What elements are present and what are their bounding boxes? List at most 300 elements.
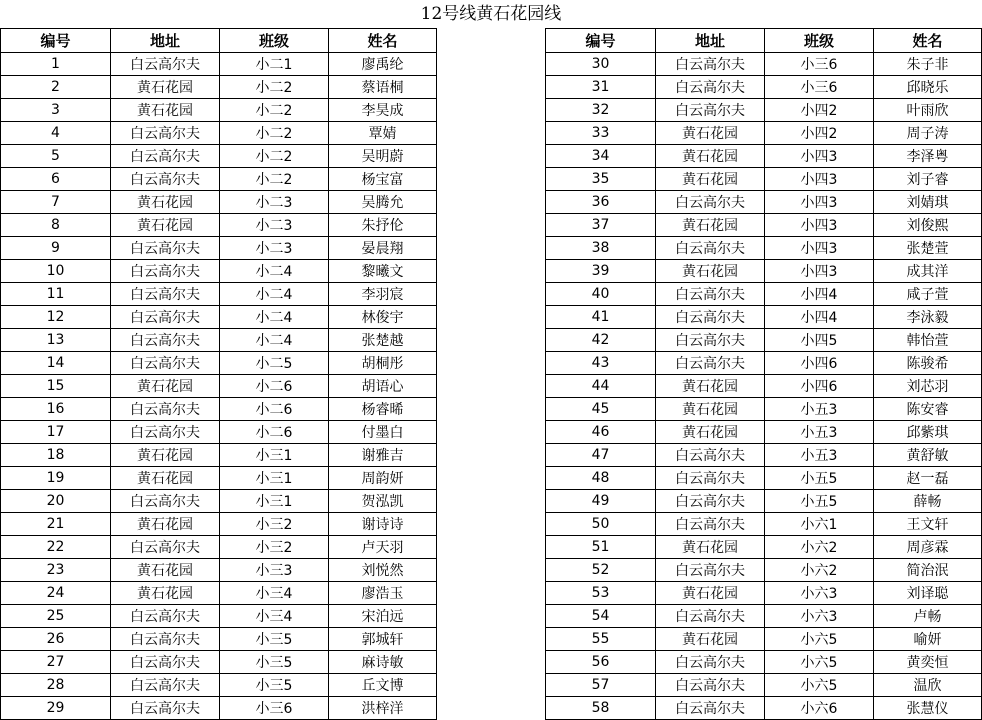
cell-name[interactable]: 黎曦文 — [329, 260, 437, 283]
table-row — [1, 651, 437, 674]
cell-address[interactable]: 黄石花园 — [111, 375, 220, 398]
table-row — [1, 329, 437, 352]
cell-name[interactable]: 喻妍 — [874, 628, 982, 651]
cell-class[interactable]: 小四3 — [765, 214, 874, 237]
cell-id[interactable]: 31 — [546, 76, 656, 99]
cell-class[interactable]: 小三6 — [765, 76, 874, 99]
table-row — [546, 214, 982, 237]
cell-class[interactable]: 小二6 — [220, 398, 329, 421]
cell-class[interactable]: 小六2 — [765, 559, 874, 582]
cell-id[interactable]: 17 — [1, 421, 111, 444]
cell-id[interactable]: 42 — [546, 329, 656, 352]
cell-name[interactable]: 廖浩玉 — [329, 582, 437, 605]
cell-address[interactable]: 白云高尔夫 — [111, 283, 220, 306]
cell-address[interactable]: 黄石花园 — [656, 145, 765, 168]
cell-address[interactable]: 黄石花园 — [656, 168, 765, 191]
cell-class[interactable]: 小三4 — [220, 582, 329, 605]
cell-class[interactable]: 小四4 — [765, 283, 874, 306]
cell-name[interactable]: 麻诗敏 — [329, 651, 437, 674]
cell-class[interactable]: 小六1 — [765, 513, 874, 536]
cell-name[interactable]: 刘俊熙 — [874, 214, 982, 237]
table-row — [1, 214, 437, 237]
cell-id[interactable]: 45 — [546, 398, 656, 421]
table-row — [1, 122, 437, 145]
cell-id[interactable]: 46 — [546, 421, 656, 444]
cell-id[interactable]: 54 — [546, 605, 656, 628]
table-row — [546, 122, 982, 145]
cell-id[interactable]: 39 — [546, 260, 656, 283]
sheet-title: 12号线黄石花园线 — [420, 4, 562, 24]
cell-id[interactable]: 34 — [546, 145, 656, 168]
cell-id[interactable]: 8 — [1, 214, 111, 237]
cell-name[interactable]: 吴腾允 — [329, 191, 437, 214]
table-row — [1, 306, 437, 329]
cell-class[interactable]: 小六3 — [765, 605, 874, 628]
cell-id[interactable]: 41 — [546, 306, 656, 329]
cell-address[interactable]: 白云高尔夫 — [111, 237, 220, 260]
student-table-left — [0, 28, 437, 720]
table-row — [1, 536, 437, 559]
cell-address[interactable]: 黄石花园 — [111, 76, 220, 99]
cell-address[interactable]: 黄石花园 — [656, 536, 765, 559]
cell-address[interactable]: 黄石花园 — [111, 444, 220, 467]
table-row — [546, 697, 982, 720]
cell-id[interactable]: 30 — [546, 53, 656, 76]
table-row — [1, 674, 437, 697]
cell-class[interactable]: 小二3 — [220, 214, 329, 237]
cell-class[interactable]: 小四2 — [765, 122, 874, 145]
cell-class[interactable]: 小四4 — [765, 306, 874, 329]
cell-address[interactable]: 白云高尔夫 — [111, 421, 220, 444]
cell-id[interactable]: 47 — [546, 444, 656, 467]
cell-address[interactable]: 白云高尔夫 — [111, 329, 220, 352]
table-row — [546, 490, 982, 513]
cell-name[interactable]: 贺泓凯 — [329, 490, 437, 513]
cell-id[interactable]: 51 — [546, 536, 656, 559]
cell-id[interactable]: 16 — [1, 398, 111, 421]
cell-name[interactable]: 卢天羽 — [329, 536, 437, 559]
cell-address[interactable]: 白云高尔夫 — [656, 76, 765, 99]
table-row — [546, 191, 982, 214]
cell-id[interactable]: 10 — [1, 260, 111, 283]
cell-class[interactable]: 小二6 — [220, 375, 329, 398]
table-row — [546, 651, 982, 674]
cell-address[interactable]: 白云高尔夫 — [656, 559, 765, 582]
cell-id[interactable]: 13 — [1, 329, 111, 352]
table-row — [1, 191, 437, 214]
cell-address[interactable]: 黄石花园 — [111, 582, 220, 605]
cell-id[interactable]: 4 — [1, 122, 111, 145]
cell-address[interactable]: 白云高尔夫 — [656, 651, 765, 674]
header-address[interactable]: 地址 — [656, 29, 765, 53]
table-row — [546, 53, 982, 76]
cell-class[interactable]: 小三6 — [220, 697, 329, 720]
cell-address[interactable]: 白云高尔夫 — [111, 306, 220, 329]
table-row — [546, 168, 982, 191]
cell-name[interactable]: 付墨白 — [329, 421, 437, 444]
cell-class[interactable]: 小三4 — [220, 605, 329, 628]
cell-address[interactable]: 白云高尔夫 — [111, 628, 220, 651]
table-row — [546, 421, 982, 444]
cell-class[interactable]: 小四3 — [765, 145, 874, 168]
cell-class[interactable]: 小四5 — [765, 329, 874, 352]
header-name[interactable]: 姓名 — [329, 29, 437, 53]
header-name[interactable]: 姓名 — [874, 29, 982, 53]
table-row — [1, 559, 437, 582]
cell-address[interactable]: 白云高尔夫 — [656, 513, 765, 536]
cell-address[interactable]: 黄石花园 — [111, 559, 220, 582]
cell-name[interactable]: 刘译聪 — [874, 582, 982, 605]
table-row — [546, 398, 982, 421]
cell-address[interactable]: 白云高尔夫 — [111, 53, 220, 76]
table-row — [1, 697, 437, 720]
cell-class[interactable]: 小二2 — [220, 99, 329, 122]
cell-name[interactable]: 周彦霖 — [874, 536, 982, 559]
cell-id[interactable]: 56 — [546, 651, 656, 674]
table-row — [546, 536, 982, 559]
cell-name[interactable]: 刘悦然 — [329, 559, 437, 582]
table-row — [1, 628, 437, 651]
table-row — [1, 398, 437, 421]
cell-name[interactable]: 林俊宇 — [329, 306, 437, 329]
cell-class[interactable]: 小五3 — [765, 444, 874, 467]
cell-id[interactable]: 18 — [1, 444, 111, 467]
cell-name[interactable]: 张楚萱 — [874, 237, 982, 260]
cell-id[interactable]: 37 — [546, 214, 656, 237]
cell-class[interactable]: 小三2 — [220, 513, 329, 536]
cell-address[interactable]: 黄石花园 — [656, 628, 765, 651]
cell-address[interactable]: 白云高尔夫 — [656, 490, 765, 513]
cell-class[interactable]: 小三5 — [220, 674, 329, 697]
cell-id[interactable]: 5 — [1, 145, 111, 168]
cell-name[interactable]: 谢诗诗 — [329, 513, 437, 536]
cell-id[interactable]: 50 — [546, 513, 656, 536]
table-row — [546, 628, 982, 651]
cell-class[interactable]: 小二1 — [220, 53, 329, 76]
cell-id[interactable]: 12 — [1, 306, 111, 329]
cell-name[interactable]: 宋泊远 — [329, 605, 437, 628]
cell-name[interactable]: 丘文博 — [329, 674, 437, 697]
cell-name[interactable]: 叶雨欣 — [874, 99, 982, 122]
cell-class[interactable]: 小二2 — [220, 145, 329, 168]
cell-address[interactable]: 黄石花园 — [111, 214, 220, 237]
table-row — [1, 260, 437, 283]
cell-class[interactable]: 小二5 — [220, 352, 329, 375]
table-row — [1, 145, 437, 168]
cell-class[interactable]: 小三1 — [220, 444, 329, 467]
cell-address[interactable]: 黄石花园 — [656, 421, 765, 444]
cell-class[interactable]: 小二4 — [220, 306, 329, 329]
cell-address[interactable]: 白云高尔夫 — [111, 122, 220, 145]
cell-class[interactable]: 小二4 — [220, 283, 329, 306]
table-row — [1, 421, 437, 444]
cell-address[interactable]: 白云高尔夫 — [656, 237, 765, 260]
cell-id[interactable]: 15 — [1, 375, 111, 398]
table-row — [1, 582, 437, 605]
cell-id[interactable]: 53 — [546, 582, 656, 605]
table-row — [546, 329, 982, 352]
cell-name[interactable]: 周子涛 — [874, 122, 982, 145]
cell-address[interactable]: 白云高尔夫 — [656, 306, 765, 329]
table-row — [546, 352, 982, 375]
cell-name[interactable]: 李羽宸 — [329, 283, 437, 306]
table-row — [1, 237, 437, 260]
cell-name[interactable]: 刘子睿 — [874, 168, 982, 191]
cell-name[interactable]: 覃婧 — [329, 122, 437, 145]
cell-name[interactable]: 黄舒敏 — [874, 444, 982, 467]
cell-name[interactable]: 卢畅 — [874, 605, 982, 628]
table-row — [1, 513, 437, 536]
cell-name[interactable]: 蔡语桐 — [329, 76, 437, 99]
cell-name[interactable]: 李昊成 — [329, 99, 437, 122]
cell-class[interactable]: 小二3 — [220, 191, 329, 214]
table-row — [546, 99, 982, 122]
header-class[interactable]: 班级 — [765, 29, 874, 53]
cell-address[interactable]: 白云高尔夫 — [656, 467, 765, 490]
header-id[interactable]: 编号 — [546, 29, 656, 53]
cell-id[interactable]: 26 — [1, 628, 111, 651]
cell-name[interactable]: 晏晨翔 — [329, 237, 437, 260]
cell-address[interactable]: 白云高尔夫 — [656, 53, 765, 76]
cell-address[interactable]: 黄石花园 — [111, 99, 220, 122]
cell-name[interactable]: 黄奕恒 — [874, 651, 982, 674]
cell-class[interactable]: 小六6 — [765, 697, 874, 720]
cell-name[interactable]: 邱晓乐 — [874, 76, 982, 99]
cell-address[interactable]: 白云高尔夫 — [656, 674, 765, 697]
cell-address[interactable]: 黄石花园 — [111, 513, 220, 536]
cell-address[interactable]: 黄石花园 — [656, 260, 765, 283]
cell-class[interactable]: 小五5 — [765, 490, 874, 513]
cell-address[interactable]: 白云高尔夫 — [111, 605, 220, 628]
cell-id[interactable]: 23 — [1, 559, 111, 582]
cell-id[interactable]: 1 — [1, 53, 111, 76]
cell-name[interactable]: 胡桐彤 — [329, 352, 437, 375]
header-address[interactable]: 地址 — [111, 29, 220, 53]
cell-id[interactable]: 27 — [1, 651, 111, 674]
table-row — [1, 467, 437, 490]
cell-name[interactable]: 杨睿晞 — [329, 398, 437, 421]
cell-class[interactable]: 小二4 — [220, 260, 329, 283]
cell-id[interactable]: 24 — [1, 582, 111, 605]
table-row — [546, 375, 982, 398]
cell-address[interactable]: 白云高尔夫 — [656, 191, 765, 214]
table-row — [546, 559, 982, 582]
cell-name[interactable]: 谢雅吉 — [329, 444, 437, 467]
cell-id[interactable]: 58 — [546, 697, 656, 720]
cell-address[interactable]: 白云高尔夫 — [111, 168, 220, 191]
cell-id[interactable]: 55 — [546, 628, 656, 651]
header-class[interactable]: 班级 — [220, 29, 329, 53]
cell-name[interactable]: 薛畅 — [874, 490, 982, 513]
cell-class[interactable]: 小六5 — [765, 628, 874, 651]
cell-address[interactable]: 黄石花园 — [656, 122, 765, 145]
cell-name[interactable]: 朱抒伦 — [329, 214, 437, 237]
header-row — [546, 29, 982, 53]
cell-class[interactable]: 小二6 — [220, 421, 329, 444]
table-row — [1, 168, 437, 191]
cell-address[interactable]: 白云高尔夫 — [656, 444, 765, 467]
cell-id[interactable]: 36 — [546, 191, 656, 214]
student-table-right — [545, 28, 982, 720]
cell-class[interactable]: 小四3 — [765, 191, 874, 214]
table-row — [1, 490, 437, 513]
cell-id[interactable]: 6 — [1, 168, 111, 191]
table-row — [546, 237, 982, 260]
cell-id[interactable]: 7 — [1, 191, 111, 214]
cell-address[interactable]: 白云高尔夫 — [111, 697, 220, 720]
cell-address[interactable]: 黄石花园 — [111, 467, 220, 490]
cell-name[interactable]: 廖禹纶 — [329, 53, 437, 76]
cell-name[interactable]: 胡语心 — [329, 375, 437, 398]
table-row — [546, 605, 982, 628]
cell-id[interactable]: 40 — [546, 283, 656, 306]
cell-id[interactable]: 14 — [1, 352, 111, 375]
cell-class[interactable]: 小四3 — [765, 237, 874, 260]
cell-name[interactable]: 朱子非 — [874, 53, 982, 76]
cell-name[interactable]: 成其洋 — [874, 260, 982, 283]
cell-address[interactable]: 白云高尔夫 — [656, 283, 765, 306]
cell-id[interactable]: 22 — [1, 536, 111, 559]
table-row — [1, 444, 437, 467]
cell-class[interactable]: 小三2 — [220, 536, 329, 559]
cell-class[interactable]: 小二4 — [220, 329, 329, 352]
cell-id[interactable]: 35 — [546, 168, 656, 191]
cell-name[interactable]: 王文轩 — [874, 513, 982, 536]
table-row — [1, 99, 437, 122]
cell-id[interactable]: 2 — [1, 76, 111, 99]
table-row — [546, 513, 982, 536]
cell-name[interactable]: 吴明蔚 — [329, 145, 437, 168]
cell-id[interactable]: 32 — [546, 99, 656, 122]
cell-address[interactable]: 白云高尔夫 — [656, 329, 765, 352]
cell-class[interactable]: 小四6 — [765, 352, 874, 375]
cell-name[interactable]: 温欣 — [874, 674, 982, 697]
table-row — [546, 283, 982, 306]
cell-class[interactable]: 小三5 — [220, 628, 329, 651]
table-row — [546, 306, 982, 329]
cell-id[interactable]: 49 — [546, 490, 656, 513]
cell-class[interactable]: 小三5 — [220, 651, 329, 674]
table-row — [1, 76, 437, 99]
table-row — [546, 467, 982, 490]
table-row — [546, 674, 982, 697]
cell-class[interactable]: 小六2 — [765, 536, 874, 559]
cell-class[interactable]: 小四6 — [765, 375, 874, 398]
cell-class[interactable]: 小三1 — [220, 467, 329, 490]
cell-address[interactable]: 白云高尔夫 — [656, 697, 765, 720]
cell-name[interactable]: 洪梓洋 — [329, 697, 437, 720]
cell-id[interactable]: 21 — [1, 513, 111, 536]
cell-class[interactable]: 小五3 — [765, 421, 874, 444]
cell-id[interactable]: 33 — [546, 122, 656, 145]
cell-name[interactable]: 李泽粤 — [874, 145, 982, 168]
cell-class[interactable]: 小二2 — [220, 76, 329, 99]
table-row — [1, 53, 437, 76]
cell-address[interactable]: 白云高尔夫 — [111, 490, 220, 513]
cell-class[interactable]: 小五5 — [765, 467, 874, 490]
table-row — [546, 76, 982, 99]
cell-name[interactable]: 邱紫琪 — [874, 421, 982, 444]
table-row — [1, 375, 437, 398]
cell-class[interactable]: 小四2 — [765, 99, 874, 122]
cell-class[interactable]: 小六5 — [765, 674, 874, 697]
cell-name[interactable]: 张慧仪 — [874, 697, 982, 720]
cell-name[interactable]: 李泳毅 — [874, 306, 982, 329]
cell-class[interactable]: 小三1 — [220, 490, 329, 513]
cell-class[interactable]: 小四3 — [765, 168, 874, 191]
cell-address[interactable]: 黄石花园 — [656, 582, 765, 605]
cell-class[interactable]: 小四3 — [765, 260, 874, 283]
cell-class[interactable]: 小三3 — [220, 559, 329, 582]
cell-address[interactable]: 白云高尔夫 — [111, 352, 220, 375]
cell-address[interactable]: 黄石花园 — [656, 214, 765, 237]
cell-class[interactable]: 小二2 — [220, 122, 329, 145]
cell-name[interactable]: 张楚越 — [329, 329, 437, 352]
cell-class[interactable]: 小三6 — [765, 53, 874, 76]
cell-id[interactable]: 19 — [1, 467, 111, 490]
cell-id[interactable]: 9 — [1, 237, 111, 260]
table-row — [546, 582, 982, 605]
table-row — [546, 145, 982, 168]
cell-class[interactable]: 小二3 — [220, 237, 329, 260]
cell-class[interactable]: 小二2 — [220, 168, 329, 191]
cell-name[interactable]: 刘芯羽 — [874, 375, 982, 398]
cell-address[interactable]: 黄石花园 — [656, 375, 765, 398]
cell-id[interactable]: 20 — [1, 490, 111, 513]
cell-name[interactable]: 韩怡萱 — [874, 329, 982, 352]
table-row — [546, 444, 982, 467]
header-id[interactable]: 编号 — [1, 29, 111, 53]
cell-name[interactable]: 陈安睿 — [874, 398, 982, 421]
cell-id[interactable]: 29 — [1, 697, 111, 720]
cell-address[interactable]: 白云高尔夫 — [111, 398, 220, 421]
cell-class[interactable]: 小六5 — [765, 651, 874, 674]
cell-name[interactable]: 赵一磊 — [874, 467, 982, 490]
cell-class[interactable]: 小五3 — [765, 398, 874, 421]
cell-id[interactable]: 43 — [546, 352, 656, 375]
cell-address[interactable]: 黄石花园 — [111, 191, 220, 214]
cell-id[interactable]: 25 — [1, 605, 111, 628]
cell-address[interactable]: 白云高尔夫 — [111, 651, 220, 674]
table-row — [546, 260, 982, 283]
cell-address[interactable]: 黄石花园 — [656, 398, 765, 421]
cell-id[interactable]: 57 — [546, 674, 656, 697]
cell-name[interactable]: 杨宝富 — [329, 168, 437, 191]
cell-address[interactable]: 白云高尔夫 — [111, 536, 220, 559]
cell-id[interactable]: 44 — [546, 375, 656, 398]
cell-id[interactable]: 3 — [1, 99, 111, 122]
cell-address[interactable]: 白云高尔夫 — [656, 99, 765, 122]
cell-id[interactable]: 52 — [546, 559, 656, 582]
cell-class[interactable]: 小六3 — [765, 582, 874, 605]
cell-id[interactable]: 38 — [546, 237, 656, 260]
cell-address[interactable]: 白云高尔夫 — [111, 145, 220, 168]
cell-name[interactable]: 郭城轩 — [329, 628, 437, 651]
cell-name[interactable]: 简治泯 — [874, 559, 982, 582]
cell-id[interactable]: 28 — [1, 674, 111, 697]
cell-name[interactable]: 周韵妍 — [329, 467, 437, 490]
cell-address[interactable]: 白云高尔夫 — [111, 260, 220, 283]
cell-name[interactable]: 刘婧琪 — [874, 191, 982, 214]
cell-address[interactable]: 白云高尔夫 — [656, 605, 765, 628]
header-row — [1, 29, 437, 53]
cell-id[interactable]: 48 — [546, 467, 656, 490]
cell-name[interactable]: 咸子萱 — [874, 283, 982, 306]
cell-address[interactable]: 白云高尔夫 — [656, 352, 765, 375]
cell-id[interactable]: 11 — [1, 283, 111, 306]
cell-name[interactable]: 陈骏希 — [874, 352, 982, 375]
cell-address[interactable]: 白云高尔夫 — [111, 674, 220, 697]
